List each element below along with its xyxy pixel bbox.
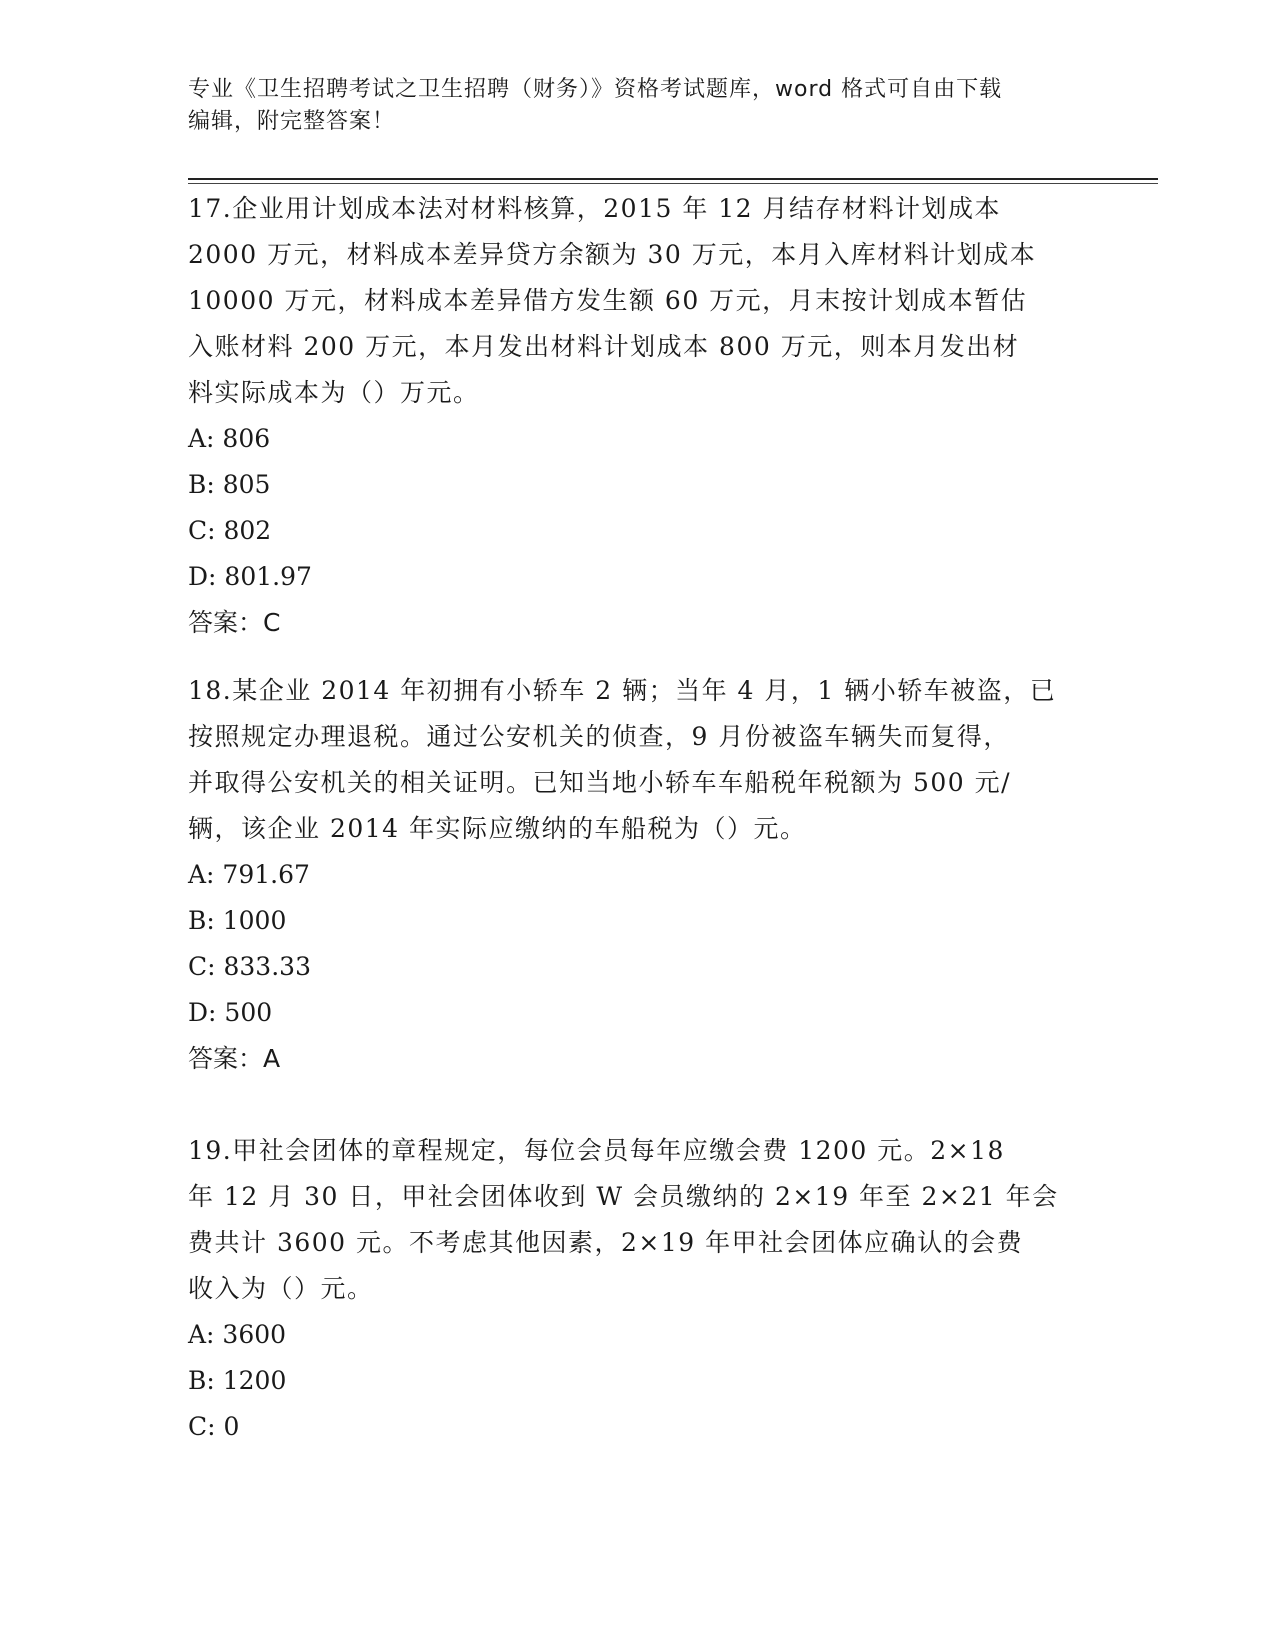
stem-line: 17.企业用计划成本法对材料核算，2015 年 12 月结存材料计划成本: [188, 194, 1002, 223]
stem-line: 2000 万元，材料成本差异贷方余额为 30 万元，本月入库材料计划成本: [188, 240, 1037, 269]
answer: 答案：C: [188, 608, 281, 637]
stem-line: 10000 万元，材料成本差异借方发生额 60 万元，月末按计划成本暂估: [188, 286, 1028, 315]
option-b: B: 1200: [188, 1366, 287, 1395]
question-18: [188, 668, 1088, 1082]
stem-line: 收入为（）元。: [188, 1274, 374, 1303]
question-stem: [188, 1128, 1088, 1312]
stem-line: 并取得公安机关的相关证明。已知当地小轿车车船税年税额为 500 元/: [188, 768, 1012, 797]
option-a: A: 791.67: [188, 860, 310, 889]
answer: 答案：A: [188, 1044, 281, 1073]
option-d: D: 500: [188, 998, 273, 1027]
option-a: A: 3600: [188, 1320, 287, 1349]
question-stem: [188, 668, 1088, 852]
stem-line: 料实际成本为（）万元。: [188, 378, 480, 407]
header-line-2: 编辑，附完整答案！: [188, 109, 396, 134]
document-header: [188, 74, 1088, 138]
stem-line: 18.某企业 2014 年初拥有小轿车 2 辆；当年 4 月，1 辆小轿车被盗，已: [188, 676, 1057, 705]
stem-line: 19.甲社会团体的章程规定，每位会员每年应缴会费 1200 元。2×18: [188, 1136, 1005, 1165]
stem-line: 入账材料 200 万元，本月发出材料计划成本 800 万元，则本月发出材: [188, 332, 1020, 361]
option-c: C: 802: [188, 516, 272, 545]
option-b: B: 1000: [188, 906, 287, 935]
option-c: C: 0: [188, 1412, 240, 1441]
header-divider-thin: [188, 183, 1158, 184]
option-d: D: 801.97: [188, 562, 312, 591]
stem-line: 按照规定办理退税。通过公安机关的侦查，9 月份被盗车辆失而复得，: [188, 722, 1010, 751]
question-19: [188, 1128, 1088, 1450]
stem-line: 费共计 3600 元。不考虑其他因素，2×19 年甲社会团体应确认的会费: [188, 1228, 1024, 1257]
header-divider-thick: [188, 178, 1158, 180]
question-17: [188, 186, 1088, 646]
stem-line: 年 12 月 30 日，甲社会团体收到 W 会员缴纳的 2×19 年至 2×21 年会: [188, 1182, 1059, 1211]
option-a: A: 806: [188, 424, 271, 453]
option-b: B: 805: [188, 470, 271, 499]
stem-line: 辆，该企业 2014 年实际应缴纳的车船税为（）元。: [188, 814, 807, 843]
header-line-1: 专业《卫生招聘考试之卫生招聘（财务）》资格考试题库，word 格式可自由下载: [188, 77, 1003, 102]
question-stem: [188, 186, 1088, 416]
option-c: C: 833.33: [188, 952, 311, 981]
